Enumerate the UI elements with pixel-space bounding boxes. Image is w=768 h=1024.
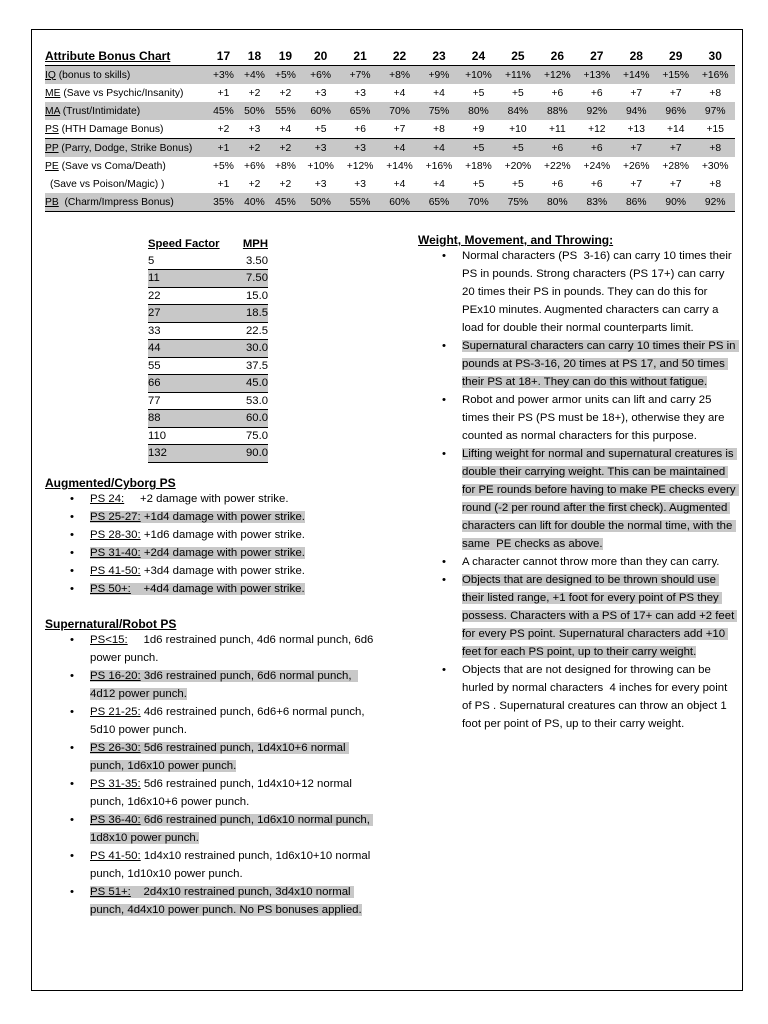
chart-column-header: 19 (278, 49, 293, 63)
chart-cell: +14% (386, 160, 413, 172)
speed-row (148, 270, 268, 288)
chart-title: Attribute Bonus Chart (45, 49, 171, 63)
supernatural-item-desc: 6d6 restrained punch, 1d6x10 normal punch, 1d8x10 power punch. (90, 814, 374, 844)
supernatural-item-key: PS<15: (90, 634, 128, 646)
chart-cell: 55% (340, 193, 379, 212)
augmented-item-desc: +1d6 damage with power strike. (140, 529, 305, 541)
chart-cell: +7 (630, 178, 643, 190)
chart-cell: +9% (419, 66, 458, 85)
chart-cell: 70% (380, 102, 419, 120)
speed-factor-cell: 44 (148, 340, 237, 358)
weight-item (462, 571, 736, 661)
chart-cell: +20% (504, 160, 532, 172)
speed-factor-cell: 55 (148, 357, 237, 375)
attribute-key: PP (45, 142, 59, 154)
speed-factor-cell: 22 (148, 287, 237, 305)
chart-cell: +14 (666, 123, 685, 135)
augmented-item-desc: +1d4 damage with power strike. (140, 511, 305, 523)
chart-cell: 60% (301, 102, 340, 120)
speed-row (148, 253, 268, 270)
chart-cell: +24% (583, 160, 611, 172)
speed-factor-cell: 11 (148, 270, 237, 288)
speed-row (148, 427, 268, 445)
augmented-item-text (90, 565, 305, 577)
chart-cell: +8 (433, 123, 445, 135)
chart-cell: 80% (538, 193, 577, 212)
chart-column-header: 20 (313, 49, 328, 63)
speed-row (148, 445, 268, 463)
supernatural-item-desc: 1d6 restrained punch, 4d6 normal punch, 6d6 power punch. (90, 634, 377, 664)
supernatural-item (90, 811, 380, 847)
chart-row-label (45, 102, 208, 120)
weight-item (462, 391, 736, 445)
chart-cell: +2 (239, 139, 270, 158)
chart-cell: +8 (709, 178, 722, 190)
augmented-item-text (90, 547, 305, 559)
chart-cell: 96% (656, 102, 695, 120)
chart-cell: +6 (538, 139, 577, 158)
augmented-item-key: PS 41-50: (90, 565, 141, 577)
chart-cell: +15% (656, 66, 695, 85)
speed-row (148, 375, 268, 393)
chart-cell: +3% (208, 66, 239, 85)
chart-cell: +2 (248, 178, 261, 190)
supernatural-item-text (90, 742, 349, 772)
chart-cell: +6 (590, 178, 603, 190)
weight-item (462, 445, 739, 553)
chart-cell: +2 (270, 139, 301, 158)
chart-cell: +4 (433, 178, 445, 190)
chart-cell: 86% (617, 193, 656, 212)
weight-list (462, 247, 739, 733)
weight-item-text: Objects that are designed to be thrown should use their listed range, +1 foot for every point of PS they possess. Characters with a PS of 17+ can add +2 feet for every PS point. Supernatural characters add +10 feet for each PS point, up to their carry weight. (462, 574, 738, 658)
attribute-key: MA (45, 105, 60, 117)
chart-row (45, 139, 735, 158)
chart-cell: +16% (425, 160, 453, 172)
attribute-key: PS (45, 123, 59, 135)
mph-cell: 18.5 (237, 305, 268, 323)
chart-column-header: 28 (629, 49, 643, 63)
chart-cell: +18% (465, 160, 492, 172)
chart-cell: +1 (217, 87, 230, 99)
chart-cell: 40% (239, 193, 270, 212)
weight-item-text: Lifting weight for normal and supernatural creatures is double their carrying weight. This can be maintained for PE rounds before having to make PE checks every round (-2 per round after the first check). Augmented characters can lift for double the normal time, with the same PE checks as above. (462, 448, 739, 550)
chart-cell: +26% (622, 160, 650, 172)
chart-cell: +2 (217, 123, 230, 135)
chart-cell: +3 (314, 87, 327, 99)
chart-cell: +5 (498, 139, 537, 158)
chart-cell: +8 (709, 87, 722, 99)
supernatural-item-text (90, 706, 368, 736)
augmented-item-key: PS 28-30: (90, 529, 141, 541)
chart-row-label (45, 157, 208, 175)
chart-cell: +7% (340, 66, 379, 85)
chart-cell: +7 (669, 87, 682, 99)
speed-row (148, 305, 268, 323)
mph-cell: 60.0 (237, 410, 268, 428)
chart-cell: 50% (239, 102, 270, 120)
chart-cell: +28% (662, 160, 690, 172)
attribute-label: (HTH Damage Bonus) (58, 123, 164, 135)
chart-column-header: 29 (669, 49, 683, 63)
chart-cell: +11 (549, 123, 566, 135)
chart-cell: +6 (577, 139, 616, 158)
chart-cell: 45% (208, 102, 239, 120)
augmented-item-desc: +4d4 damage with power strike. (130, 583, 305, 595)
weight-title: Weight, Movement, and Throwing: (418, 233, 614, 247)
chart-row (45, 66, 735, 85)
augmented-item-text (90, 583, 305, 595)
supernatural-list (90, 631, 380, 919)
chart-cell: +6 (354, 123, 366, 135)
augmented-item-desc: +2d4 damage with power strike. (140, 547, 305, 559)
mph-cell: 22.5 (237, 322, 268, 340)
attribute-label: (bonus to skills) (55, 69, 131, 81)
chart-cell: +4 (279, 123, 292, 135)
attribute-key: PB (45, 196, 59, 208)
attribute-label: (Parry, Dodge, Strike Bonus) (58, 142, 193, 154)
chart-cell: 94% (617, 102, 656, 120)
chart-cell: +5 (512, 87, 524, 99)
weight-item-text: Objects that are not designed for throwing can be hurled by normal characters 4 inches for every point of PS . Supernatural creatures can throw an object 1 foot per point of PS, up to their carry weight. (462, 664, 731, 730)
chart-cell: 75% (419, 102, 458, 120)
augmented-item (90, 508, 345, 526)
supernatural-item (90, 703, 380, 739)
attribute-bonus-chart (45, 47, 735, 212)
chart-cell: +3 (248, 123, 261, 135)
chart-cell: +4 (393, 87, 406, 99)
supernatural-item (90, 883, 380, 919)
weight-item-text: Robot and power armor units can lift and carry 25 times their PS (PS must be 18+), otherwise they are counted as normal characters for this purpose. (462, 394, 728, 442)
chart-cell: 92% (577, 102, 616, 120)
chart-cell: +8 (695, 139, 735, 158)
chart-cell: 45% (270, 193, 301, 212)
chart-cell: +12% (346, 160, 374, 172)
weight-item (462, 247, 736, 337)
supernatural-item (90, 631, 380, 667)
augmented-list (90, 490, 345, 598)
weight-item (462, 661, 736, 733)
mph-header: MPH (242, 238, 268, 251)
supernatural-item-desc: 1d4x10 restrained punch, 1d6x10+10 normal punch, 1d10x10 power punch. (90, 850, 374, 880)
chart-cell: +16% (695, 66, 735, 85)
supernatural-item-text (90, 814, 373, 844)
chart-cell: +14% (617, 66, 656, 85)
augmented-item-key: PS 50+: (90, 583, 131, 595)
chart-cell: +11% (498, 66, 537, 85)
chart-cell: +4 (380, 139, 419, 158)
augmented-item (90, 544, 345, 562)
speed-factor-cell: 77 (148, 392, 237, 410)
chart-cell: +5 (459, 139, 498, 158)
chart-cell: 70% (459, 193, 498, 212)
mph-cell: 53.0 (237, 392, 268, 410)
chart-cell: +8% (274, 160, 296, 172)
chart-cell: 92% (695, 193, 735, 212)
chart-cell: +2 (279, 87, 292, 99)
chart-column-header: 18 (247, 49, 262, 63)
chart-cell: +4 (393, 178, 406, 190)
supernatural-item-desc: 4d6 restrained punch, 6d6+6 normal punch, 5d10 power punch. (90, 706, 368, 736)
speed-factor-table (148, 236, 268, 463)
chart-cell: +2 (248, 87, 261, 99)
chart-cell: 35% (208, 193, 239, 212)
chart-cell: 84% (498, 102, 537, 120)
chart-cell: +6 (551, 178, 564, 190)
speed-factor-cell: 132 (148, 445, 237, 463)
supernatural-item-desc: 5d6 restrained punch, 1d4x10+12 normal punch, 1d6x10+6 power punch. (90, 778, 356, 808)
chart-cell: +4 (433, 87, 445, 99)
chart-row-label (45, 175, 208, 193)
chart-cell: +5% (213, 160, 234, 172)
chart-cell: +3 (314, 178, 327, 190)
supernatural-item (90, 667, 380, 703)
supernatural-item-desc: 3d6 restrained punch, 6d6 normal punch, 4d12 power punch. (90, 670, 358, 700)
speed-row (148, 287, 268, 305)
chart-cell: +3 (301, 139, 340, 158)
supernatural-item (90, 739, 380, 775)
mph-cell: 15.0 (237, 287, 268, 305)
weight-section (418, 233, 739, 733)
chart-row (45, 120, 735, 139)
chart-cell: +1 (208, 139, 239, 158)
attribute-label: (Save vs Psychic/Insanity) (60, 87, 184, 99)
supernatural-item-text (90, 886, 362, 916)
speed-row (148, 340, 268, 358)
chart-cell: +6% (244, 160, 265, 172)
chart-cell: +7 (393, 123, 406, 135)
chart-row (45, 84, 735, 102)
chart-cell: +10% (459, 66, 498, 85)
speed-row (148, 322, 268, 340)
augmented-item-text (90, 511, 305, 523)
chart-column-header: 27 (590, 49, 604, 63)
attribute-label: (Charm/Impress Bonus) (58, 196, 174, 208)
augmented-item (90, 562, 345, 580)
mph-cell: 90.0 (237, 445, 268, 463)
speed-factor-cell: 33 (148, 322, 237, 340)
chart-cell: +5 (314, 123, 327, 135)
augmented-section (45, 476, 345, 598)
weight-item-text: Normal characters (PS 3-16) can carry 10 times their PS in pounds. Strong characters (PS 17+) can carry 20 times their PS in pounds. They can do this for PEx10 minutes. Augmented characters can carry a load for double their normal counterparts limit. (462, 250, 735, 334)
augmented-item-text (90, 529, 305, 541)
supernatural-item-key: PS 16-20: (90, 670, 141, 682)
augmented-item-desc: +3d4 damage with power strike. (140, 565, 305, 577)
chart-column-header: 26 (550, 49, 565, 63)
chart-cell: 88% (538, 102, 577, 120)
chart-row-label (45, 84, 208, 102)
attribute-key: ME (45, 87, 61, 99)
augmented-item (90, 526, 345, 544)
augmented-item-key: PS 31-40: (90, 547, 141, 559)
chart-cell: +22% (544, 160, 571, 172)
attribute-key: PE (45, 160, 59, 172)
chart-cell: +7 (617, 139, 656, 158)
chart-header-row (45, 47, 735, 66)
mph-cell: 45.0 (237, 375, 268, 393)
chart-column-header: 21 (353, 49, 367, 63)
chart-row (45, 175, 735, 193)
chart-row-label (45, 193, 208, 212)
supernatural-item-key: PS 26-30: (90, 742, 141, 754)
chart-cell: +3 (340, 139, 379, 158)
supernatural-item-text (90, 634, 377, 664)
chart-column-header: 23 (432, 49, 446, 63)
supernatural-item-key: PS 51+: (90, 886, 131, 898)
chart-cell: +5% (270, 66, 301, 85)
supernatural-item (90, 847, 380, 883)
chart-cell: +5 (472, 178, 485, 190)
supernatural-item-text (90, 850, 373, 880)
augmented-item-key: PS 24: (90, 493, 125, 505)
attribute-label: (Trust/Intimidate) (59, 105, 141, 117)
weight-item-text: Supernatural characters can carry 10 times their PS in pounds at PS-3-16, 20 times at PS 17, and 50 times their PS at 18+. They can do this without fatigue. (462, 340, 739, 388)
speed-factor-cell: 27 (148, 305, 237, 323)
chart-cell: 83% (577, 193, 616, 212)
speed-factor-cell: 110 (148, 427, 237, 445)
mph-cell: 37.5 (237, 357, 268, 375)
chart-cell: +10% (307, 160, 334, 172)
chart-cell: +6 (590, 87, 603, 99)
supernatural-item (90, 775, 380, 811)
speed-factor-header: Speed Factor (148, 238, 220, 251)
chart-cell: +3 (354, 87, 366, 99)
chart-column-header: 24 (471, 49, 486, 63)
chart-cell: +4% (239, 66, 270, 85)
chart-cell: +8% (380, 66, 419, 85)
supernatural-item-key: PS 41-50: (90, 850, 141, 862)
supernatural-item-key: PS 31-35: (90, 778, 141, 790)
chart-cell: +4 (419, 139, 458, 158)
chart-column-header: 25 (511, 49, 525, 63)
mph-cell: 75.0 (237, 427, 268, 445)
chart-row-label (45, 139, 208, 158)
chart-cell: +13% (577, 66, 616, 85)
chart-cell: 90% (656, 193, 695, 212)
chart-row (45, 157, 735, 175)
chart-cell: +3 (354, 178, 366, 190)
weight-item-text: A character cannot throw more than they can carry. (462, 556, 720, 568)
augmented-item (90, 490, 345, 508)
chart-cell: 65% (340, 102, 379, 120)
chart-cell: +7 (630, 87, 643, 99)
chart-cell: +13 (627, 123, 645, 135)
augmented-item (90, 580, 345, 598)
chart-cell: +7 (656, 139, 695, 158)
attribute-label: (Save vs Coma/Death) (58, 160, 166, 172)
chart-cell: +10 (509, 123, 527, 135)
weight-item (462, 337, 739, 391)
speed-factor-cell: 66 (148, 375, 237, 393)
chart-column-header: 17 (216, 49, 231, 63)
attribute-label: (Save vs Poison/Magic) ) (50, 178, 165, 190)
speed-row (148, 410, 268, 428)
chart-cell: +15 (706, 123, 724, 135)
chart-cell: 55% (270, 102, 301, 120)
attribute-key: IQ (45, 69, 56, 81)
chart-row-label (45, 120, 208, 139)
chart-cell: 50% (301, 193, 340, 212)
chart-row (45, 102, 735, 120)
chart-cell: +12 (588, 123, 606, 135)
supernatural-title: Supernatural/Robot PS (45, 617, 177, 631)
speed-row (148, 357, 268, 375)
mph-cell: 30.0 (237, 340, 268, 358)
chart-row (45, 193, 735, 212)
speed-factor-cell: 88 (148, 410, 237, 428)
supernatural-item-key: PS 21-25: (90, 706, 141, 718)
speed-header-row (148, 236, 268, 253)
chart-cell: +30% (701, 160, 729, 172)
chart-cell: +7 (669, 178, 682, 190)
supernatural-item-text (90, 778, 355, 808)
chart-cell: +2 (279, 178, 292, 190)
chart-cell: +9 (472, 123, 485, 135)
chart-cell: +5 (472, 87, 485, 99)
supernatural-item-desc: 2d4x10 restrained punch, 3d4x10 normal punch, 4d4x10 power punch. No PS bonuses applied. (90, 886, 362, 916)
supernatural-item-key: PS 36-40: (90, 814, 141, 826)
mph-cell: 7.50 (237, 270, 268, 288)
weight-item (462, 553, 736, 571)
chart-cell: 80% (459, 102, 498, 120)
speed-row (148, 392, 268, 410)
chart-column-header: 22 (392, 49, 407, 63)
chart-cell: 75% (498, 193, 537, 212)
chart-cell: 60% (380, 193, 419, 212)
chart-cell: 97% (695, 102, 735, 120)
chart-cell: 65% (419, 193, 458, 212)
chart-column-header: 30 (708, 49, 722, 63)
chart-cell: +1 (217, 178, 230, 190)
augmented-title: Augmented/Cyborg PS (45, 476, 176, 490)
chart-cell: +6 (551, 87, 564, 99)
supernatural-section (45, 617, 380, 919)
chart-row-label (45, 66, 208, 85)
supernatural-item-text (90, 670, 358, 700)
augmented-item-text (90, 493, 289, 505)
augmented-item-desc: +2 damage with power strike. (124, 493, 289, 505)
supernatural-item-desc: 5d6 restrained punch, 1d4x10+6 normal punch, 1d6x10 power punch. (90, 742, 349, 772)
chart-cell: +12% (538, 66, 577, 85)
chart-cell: +5 (512, 178, 524, 190)
speed-factor-cell: 5 (148, 253, 237, 270)
chart-cell: +6% (301, 66, 340, 85)
augmented-item-key: PS 25-27: (90, 511, 141, 523)
mph-cell: 3.50 (237, 253, 268, 270)
